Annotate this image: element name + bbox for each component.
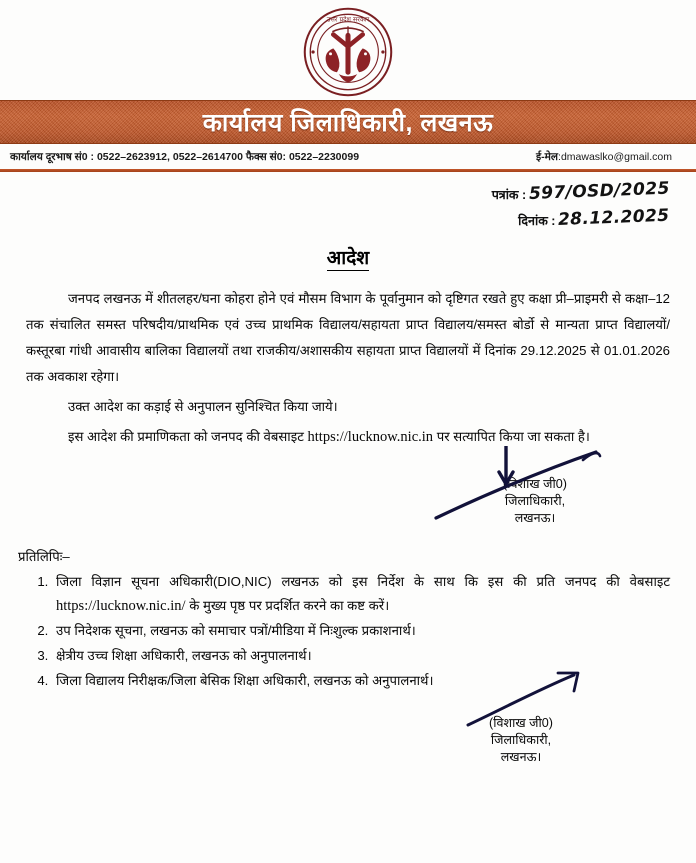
copy-item-4-text: जिला विद्यालय निरीक्षक/जिला बेसिक शिक्षा अधिकारी, लखनऊ को अनुपालनार्थ। [56, 673, 434, 688]
body-paragraph-2: उक्त आदेश का कड़ाई से अनुपालन सुनिश्चित किया जाये। [68, 399, 338, 414]
email-label: ई-मेल [535, 151, 559, 163]
copy-item-2-text: उप निदेशक सूचना, लखनऊ को समाचार पत्रों/मीडिया में निःशुल्क प्रकाशनार्थ। [56, 623, 416, 638]
body-paragraph-3 [26, 424, 670, 450]
signatory-name-bottom: (विशाख जी0) [489, 716, 553, 730]
list-item [52, 619, 670, 643]
letter-date-value: 28.12.2025 [558, 205, 671, 230]
reference-block [0, 178, 696, 230]
copy-item-1-url[interactable]: https://lucknow.nic.in/ [56, 598, 186, 614]
signatory-designation-bottom: जिलाधिकारी, [490, 733, 552, 747]
emblem-container [0, 0, 696, 100]
email-value: :dmawaslko@gmail.com [558, 151, 672, 163]
body-paragraph-3-prefix: इस आदेश की प्रमाणिकता को जनपद की वेबसाइट [68, 429, 308, 444]
document-title-text: आदेश [326, 248, 370, 269]
header-divider-rule [0, 169, 696, 172]
body-paragraph-1: जनपद लखनऊ में शीतलहर/घना कोहरा होने एवं मौसम विभाग के पूर्वानुमान को दृष्टिगत रखते हुए कक्षा प्री–प्राइमरी से कक्षा–12 तक संचालित समस्त परिषदीय/प्राथमिक एवं उच्च प्राथमिक विद्यालय/सहायता प्राप्त विद्यालय/समस्त बोर्डो से मान्यता प्राप्त विद्यालयों/कस्तूरबा गांधी आवासीय बालिका विद्यालयों तथा राजकीय/अशासकीय सहायता प्राप्त विद्यालयों में दिनांक 29.12.2025 से 01.01.2026 तक अवकाश रहेगा। [26, 291, 670, 384]
signature-block-bottom [456, 715, 586, 766]
signatory-place-bottom: लखनऊ। [500, 750, 542, 764]
signatory-name-top: (विशाख जी0) [503, 477, 567, 491]
contact-row [0, 144, 696, 164]
letter-number-label: पत्रांक : [491, 188, 527, 202]
uttar-pradesh-government-emblem-icon [302, 6, 394, 98]
letter-number-line [491, 178, 671, 204]
copy-item-3-text: क्षेत्रीय उच्च शिक्षा अधिकारी, लखनऊ को अनुपालनार्थ। [56, 648, 312, 663]
header-band [0, 100, 696, 144]
list-item [52, 644, 670, 668]
signatory-place-top: लखनऊ। [514, 511, 556, 525]
letter-date-label: दिनांक : [518, 214, 556, 228]
list-item [52, 570, 670, 618]
verification-url[interactable]: https://lucknow.nic.in [307, 429, 434, 445]
letter-number-value: 597/OSD/2025 [528, 178, 671, 204]
copy-to-section [18, 545, 670, 693]
document-body [26, 286, 670, 450]
signature-block-top [470, 476, 600, 527]
letter-date-line [518, 205, 671, 230]
emblem-text: उत्तर प्रदेश सरकार [326, 15, 370, 24]
list-item [52, 669, 670, 693]
document-title [0, 244, 696, 270]
office-phone-text: कार्यालय दूरभाष सं0 : 0522–2623912, 0522–2614700 फैक्स सं0: 0522–2230099 [10, 151, 360, 163]
body-paragraph-3-suffix: पर सत्यापित किया जा सकता है। [433, 429, 590, 444]
copy-to-list [18, 570, 670, 693]
office-title: कार्यालय जिलाधिकारी, लखनऊ [202, 109, 494, 137]
signatory-designation-top: जिलाधिकारी, [504, 494, 566, 508]
copy-item-1-prefix: जिला विज्ञान सूचना अधिकारी(DIO,NIC) लखनऊ को इस निर्देश के साथ कि इस की प्रति जनपद की वेबसाइट [56, 574, 670, 589]
office-email [536, 150, 686, 164]
copy-to-heading: प्रतिलिपिः– [18, 549, 70, 564]
copy-item-1-suffix: के मुख्य पृष्ठ पर प्रदर्शित करने का कष्ट करें। [185, 598, 390, 613]
